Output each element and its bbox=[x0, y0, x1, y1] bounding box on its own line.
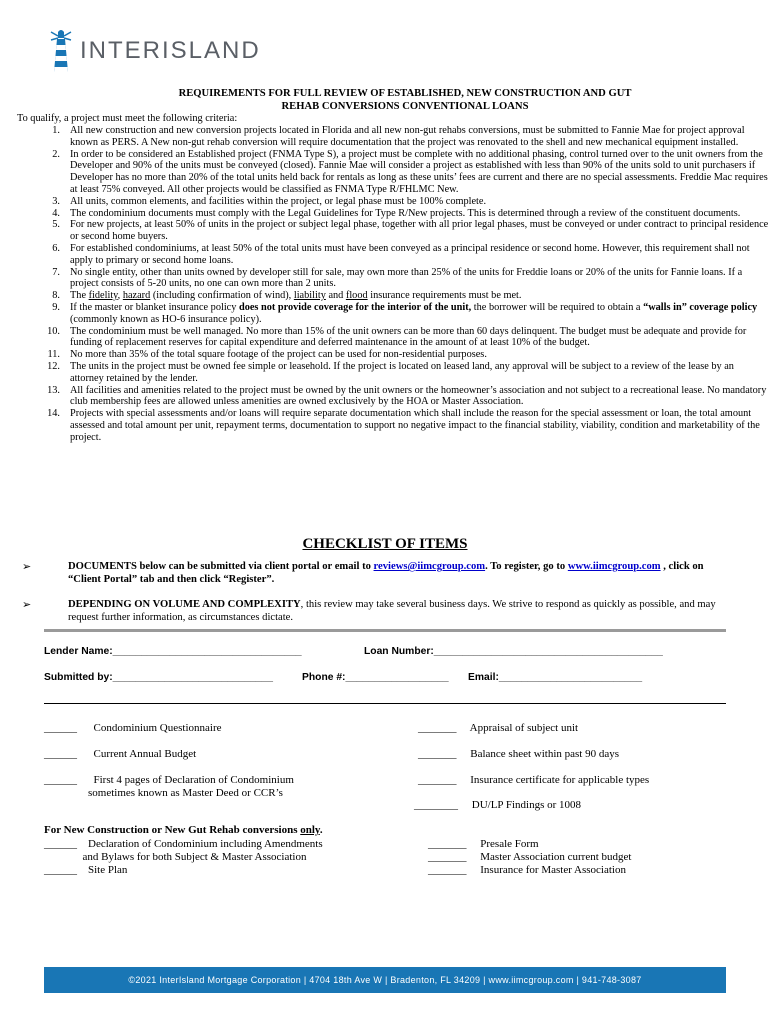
checklist-declaration-amendments[interactable]: ______ Declaration of Condominium including Amendments bbox=[44, 838, 323, 850]
requirements-list bbox=[0, 125, 770, 444]
footer-bar bbox=[44, 967, 726, 993]
bullet2-bold: DEPENDING ON VOLUME AND COMPLEXITY bbox=[68, 599, 301, 610]
checklist-presale-form[interactable]: _______ Presale Form bbox=[428, 838, 539, 850]
checklist-title: CHECKLIST OF ITEMS bbox=[302, 536, 468, 552]
nc-head-pre: For New Construction or New Gut Rehab conversions bbox=[44, 824, 301, 836]
req9-mid: the borrower will be required to obtain a bbox=[471, 301, 644, 313]
bullet1-post: , click on “Client Portal” tab and then click “Register”. bbox=[68, 561, 704, 585]
req9-post: (commonly known as HO-6 insurance policy). bbox=[70, 313, 262, 325]
footer-text: ©2021 InterIsland Mortgage Corporation | 4704 18th Ave W | Bradenton, FL 34209 | www.iimcgroup.com | 941-748-3087 bbox=[128, 975, 642, 985]
requirement-item: In order to be considered an Established project (FNMA Type S), a project must be complete with no additional phasing, control turned over to the unit owners from the Developer and 90% of the units must be conveyed (closed). Fannie Mae will consider a project as established with less than 90% of the units sold to unit purchasers if Developer has no more than 20% of the total units held back for rentals as long as these units’ fees are current and there are no special assessments. Freddie Mac requires at least 75% conveyed. All other projects would be classified as FNMA Type R/FHLMC New. bbox=[70, 148, 768, 195]
req8-flood: flood bbox=[345, 290, 368, 302]
requirement-item: The condominium must be well managed. No more than 15% of the unit owners can be more than 60 days delinquent. The budget must be adequate and provide for funding of replacement reserves for capital expenditure and deferred maintenance in the amount of at least 10% of the budget. bbox=[70, 325, 747, 349]
req8-c1: , bbox=[117, 290, 123, 302]
checklist-declaration[interactable]: ______ First 4 pages of Declaration of Condominium bbox=[44, 774, 294, 786]
review-timing-note bbox=[68, 598, 728, 624]
requirement-item: For established condominiums, at least 50% of the total units must have been conveyed as a principal residence or second home. However, this requirement shall not apply to primary or second home loans. bbox=[70, 242, 750, 266]
req8-pre: The bbox=[70, 290, 89, 302]
arrow-bullet-icon: ➢ bbox=[22, 599, 32, 611]
bullet2-rest: , this review may take several business days. We strive to respond as quickly as possible, and may request further information, as circumstances dictate. bbox=[68, 599, 716, 623]
req9-pre: If the master or blanket insurance policy bbox=[70, 301, 239, 313]
req9-bold1: does not provide coverage for the interior of the unit, bbox=[238, 301, 472, 313]
title-line-1: REQUIREMENTS FOR FULL REVIEW OF ESTABLISHED, NEW CONSTRUCTION AND GUT bbox=[178, 88, 632, 99]
email-field[interactable]: Email:_________________________ bbox=[468, 672, 643, 683]
brand-inter: INTER bbox=[80, 37, 162, 64]
checklist-site-plan[interactable]: ______ Site Plan bbox=[44, 864, 128, 876]
nc-head-only: only bbox=[300, 824, 320, 836]
lender-name-field[interactable]: Lender Name:_________________________________ bbox=[44, 646, 302, 657]
title-line-2: REHAB CONVERSIONS CONVENTIONAL LOANS bbox=[281, 101, 529, 112]
intro-text: To qualify, a project must meet the following criteria: bbox=[17, 113, 238, 124]
requirement-item: All new construction and new conversion projects located in Florida and all new non-gut rehabs conversions, must be submitted to Fannie Mae for project approval known as PERS. A New non-gut rehab conversion will require documentation that the project was renovated to the shell and new mechanical equipment installed. bbox=[70, 125, 745, 148]
submitted-by-field[interactable]: Submitted by:____________________________ bbox=[44, 672, 273, 683]
checklist-master-insurance[interactable]: _______ Insurance for Master Association bbox=[428, 864, 626, 876]
lighthouse-icon bbox=[48, 28, 74, 74]
requirement-item-master-policy bbox=[70, 302, 770, 326]
req8-and: and bbox=[325, 290, 346, 302]
req9-bold2: “walls in” coverage policy bbox=[643, 301, 758, 313]
website-link[interactable]: www.iimcgroup.com bbox=[567, 561, 661, 572]
req8-liability: liability bbox=[293, 290, 326, 302]
requirement-item: The condominium documents must comply with the Legal Guidelines for Type R/New projects. This is determined through a review of the constituent documents. bbox=[70, 207, 741, 219]
checklist-declaration-amendments-cont: and Bylaws for both Subject & Master Association bbox=[44, 851, 307, 863]
requirement-item: Projects with special assessments and/or loans will require separate documentation which shall include the reason for the special assessment or loan, the total amount assessed and total amount per unit, repayment terms, documentation to support no negative impact to the financial stability, viability, condition and marketability of the project. bbox=[70, 408, 760, 443]
email-link[interactable]: reviews@iimcgroup.com bbox=[373, 561, 486, 572]
bullet1-pre: DOCUMENTS below can be submitted via client portal or email to bbox=[68, 561, 374, 572]
req8-post: insurance requirements must be met. bbox=[367, 290, 522, 302]
requirement-item: All facilities and amenities related to the project must be owned by the unit owners or the homeowner’s association and not subject to a recreational lease. No mandatory club membership fees are allowed unless amenities are owned exclusively by the HOA or Master Association. bbox=[70, 384, 767, 408]
checklist-du-lp-findings[interactable]: ________ DU/LP Findings or 1008 bbox=[414, 799, 582, 811]
requirement-item: No single entity, other than units owned by developer still for sale, may own more than 25% of the units for Freddie loans or 20% of the units for Fannie loans. If a project consists of 5-20 units, no one can own more than 2 units. bbox=[70, 266, 743, 290]
req8-mid: (including confirmation of wind), bbox=[150, 290, 294, 302]
checklist-condo-questionnaire[interactable]: ______ Condominium Questionnaire bbox=[44, 722, 222, 734]
checklist-appraisal[interactable]: _______ Appraisal of subject unit bbox=[418, 722, 579, 734]
section-divider bbox=[44, 629, 726, 632]
new-construction-heading bbox=[44, 824, 323, 836]
checklist-declaration-cont: sometimes known as Master Deed or CCR’s bbox=[44, 787, 283, 799]
req8-hazard: hazard bbox=[122, 290, 151, 302]
checklist-annual-budget[interactable]: ______ Current Annual Budget bbox=[44, 748, 197, 760]
nc-head-post: . bbox=[319, 824, 323, 836]
requirement-item-insurance bbox=[70, 290, 770, 302]
requirement-item: No more than 35% of the total square footage of the project can be used for non-residential purposes. bbox=[70, 349, 487, 361]
bullet1-mid: . To register, go to bbox=[485, 561, 568, 572]
checklist-balance-sheet[interactable]: _______ Balance sheet within past 90 days bbox=[418, 748, 620, 760]
requirement-item: The units in the project must be owned fee simple or leasehold. If the project is located on leased land, any approval will be subject to a review of the lease by an attorney retained by the lender. bbox=[70, 360, 734, 384]
brand-island: ISLAND bbox=[162, 37, 261, 64]
phone-field[interactable]: Phone #:__________________ bbox=[302, 672, 449, 683]
loan-number-field[interactable]: Loan Number:________________________________________ bbox=[364, 646, 663, 657]
submission-instructions bbox=[68, 560, 728, 586]
form-divider bbox=[44, 703, 726, 704]
arrow-bullet-icon: ➢ bbox=[22, 561, 32, 573]
checklist-master-budget[interactable]: _______ Master Association current budget bbox=[428, 851, 632, 863]
company-logo bbox=[48, 28, 261, 74]
brand-name bbox=[80, 37, 261, 65]
requirement-item: All units, common elements, and facilities within the project, or legal phase must be 100% complete. bbox=[70, 195, 487, 207]
checklist-insurance-certificate[interactable]: _______ Insurance certificate for applicable types bbox=[418, 774, 650, 786]
document-title bbox=[60, 87, 750, 113]
req8-fidelity: fidelity bbox=[88, 290, 118, 302]
requirement-item: For new projects, at least 50% of units in the project or subject legal phase, together with all prior legal phases, must be conveyed or under contract to principal residence or second home buyers. bbox=[70, 219, 769, 243]
